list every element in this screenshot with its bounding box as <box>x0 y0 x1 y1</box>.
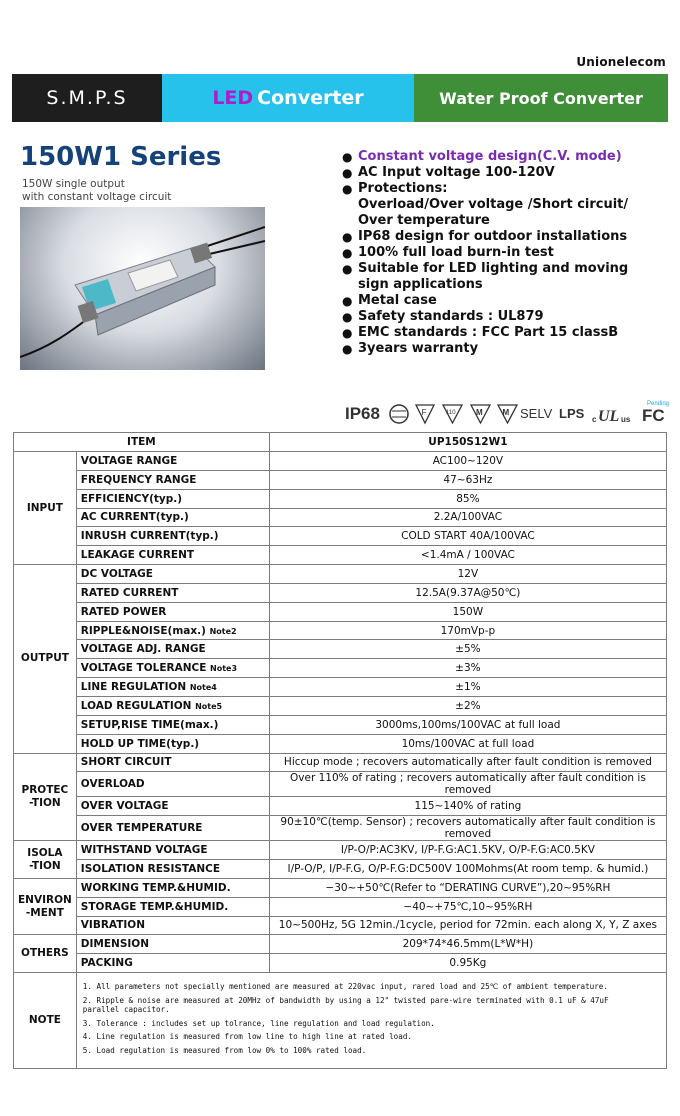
spec-value: ±3% <box>269 659 666 678</box>
feature-text: Constant voltage design(C.V. mode) <box>358 149 622 164</box>
note-reference: Note2 <box>209 626 237 636</box>
table-header-row <box>14 433 667 452</box>
feature-item <box>342 261 628 293</box>
spec-value: Over 110% of rating ; recovers automatically after fault condition is removed <box>269 772 666 797</box>
table-row <box>14 508 667 527</box>
table-row <box>14 715 667 734</box>
spec-label: DC VOLTAGE <box>76 565 269 584</box>
bullet-icon: ● <box>342 294 353 308</box>
feature-item <box>342 181 628 229</box>
table-row <box>14 621 667 640</box>
bullet-icon: ● <box>342 310 353 324</box>
spec-value: 3000ms,100ms/100VAC at full load <box>269 715 666 734</box>
bullet-icon: ● <box>342 326 353 340</box>
mm-mark-icon <box>498 405 517 423</box>
group-protection: PROTEC -TION <box>14 753 77 841</box>
table-row <box>14 696 667 715</box>
spec-label: SETUP,RISE TIME(max.) <box>76 715 269 734</box>
table-row <box>14 916 667 935</box>
spec-value: I/P-O/P:AC3KV, I/P-F.G:AC1.5KV, O/P-F.G:AC0.5KV <box>269 841 666 860</box>
note-item: 3. Tolerance : includes set up tolrance, line regulation and load regulation. <box>82 1018 435 1028</box>
note-reference: Note4 <box>189 683 217 693</box>
spec-label: VIBRATION <box>76 916 269 935</box>
table-row <box>14 583 667 602</box>
subtitle-line-2: with constant voltage circuit <box>22 191 172 203</box>
selv-mark: SELV <box>520 406 553 421</box>
spec-label: FREQUENCY RANGE <box>76 470 269 489</box>
table-row <box>14 678 667 697</box>
spec-value: ±5% <box>269 640 666 659</box>
110-mark-icon <box>443 405 462 423</box>
ip68-mark: IP68 <box>345 404 380 423</box>
spec-value: <1.4mA / 100VAC <box>269 546 666 565</box>
spec-label: WITHSTAND VOLTAGE <box>76 841 269 860</box>
svg-text:c: c <box>592 415 597 424</box>
spec-value: 10ms/100VAC at full load <box>269 734 666 753</box>
table-row <box>14 753 667 772</box>
spec-value: 90±10℃(temp. Sensor) ; recovers automatically after fault condition is removed <box>269 816 666 841</box>
bullet-icon: ● <box>342 150 353 164</box>
spec-table <box>13 432 667 1069</box>
table-row <box>14 565 667 584</box>
bullet-icon: ● <box>342 166 353 180</box>
spec-value: ±1% <box>269 678 666 697</box>
notes-block <box>76 973 666 1069</box>
certification-marks <box>0 396 680 430</box>
feature-text: Suitable for LED lighting and moving sign applications <box>358 261 629 292</box>
group-output: OUTPUT <box>14 565 77 753</box>
cul-us-mark <box>592 408 631 425</box>
feature-text: Protections: Overload/Over voltage /Short circuit/ Over temperature <box>358 181 629 228</box>
spec-value: 2.2A/100VAC <box>269 508 666 527</box>
group-isolation: ISOLA -TION <box>14 841 77 879</box>
ip-shield-icon <box>390 405 408 423</box>
feature-list <box>342 149 628 357</box>
bullet-icon: ● <box>342 342 353 356</box>
spec-label: LOAD REGULATION Note5 <box>76 696 269 715</box>
table-row <box>14 935 667 954</box>
svg-text:UL: UL <box>598 408 620 425</box>
feature-text: AC Input voltage 100-120V <box>358 165 555 180</box>
svg-text:F: F <box>421 408 427 417</box>
note-reference: Note5 <box>195 701 223 711</box>
notes-row <box>14 973 667 1069</box>
feature-item <box>342 165 628 181</box>
spec-label: LINE REGULATION Note4 <box>76 678 269 697</box>
spec-value: 47~63Hz <box>269 470 666 489</box>
feature-text: IP68 design for outdoor installations <box>358 229 628 244</box>
spec-label: OVER VOLTAGE <box>76 797 269 816</box>
note-item: 1. All parameters not specially mentioned are measured at 220vac input, rared load and 25℃ of ambient temperature. <box>82 982 608 992</box>
feature-item <box>342 229 628 245</box>
feature-text: 100% full load burn-in test <box>358 245 554 260</box>
table-row <box>14 860 667 879</box>
note-reference: Note3 <box>210 664 238 674</box>
spec-label: ISOLATION RESISTANCE <box>76 860 269 879</box>
spec-label: VOLTAGE RANGE <box>76 452 269 471</box>
spec-label: PACKING <box>76 954 269 973</box>
table-row <box>14 546 667 565</box>
group-environment: ENVIRON -MENT <box>14 878 77 935</box>
spec-label: SHORT CIRCUIT <box>76 753 269 772</box>
spec-label: RIPPLE&NOISE(max.) Note2 <box>76 621 269 640</box>
feature-item <box>342 293 628 309</box>
item-header: ITEM <box>14 433 270 452</box>
spec-value: 12V <box>269 565 666 584</box>
banner-converter-word: Converter <box>257 87 364 109</box>
banner-led-word: LED <box>212 87 254 109</box>
header-banner <box>12 74 668 122</box>
spec-value: 150W <box>269 602 666 621</box>
spec-label: VOLTAGE TOLERANCE Note3 <box>76 659 269 678</box>
table-row <box>14 897 667 916</box>
svg-text:110: 110 <box>446 410 456 416</box>
note-item: 5. Load regulation is measured from low 0% to 100% rated load. <box>82 1045 367 1055</box>
spec-label: STORAGE TEMP.&HUMID. <box>76 897 269 916</box>
feature-text: Safety standards : UL879 <box>358 309 544 324</box>
feature-item <box>342 149 628 165</box>
table-row <box>14 452 667 471</box>
spec-label: RATED CURRENT <box>76 583 269 602</box>
table-row <box>14 527 667 546</box>
model-header: UP150S12W1 <box>269 433 666 452</box>
note-item: 4. Line regulation is measured from low line to high line at rated load. <box>82 1032 412 1042</box>
table-row <box>14 734 667 753</box>
table-row <box>14 816 667 841</box>
table-row <box>14 470 667 489</box>
spec-value: 12.5A(9.37A@50℃) <box>269 583 666 602</box>
feature-item <box>342 309 628 325</box>
brand-name: Unionelecom <box>576 55 666 69</box>
spec-label: RATED POWER <box>76 602 269 621</box>
spec-label: HOLD UP TIME(typ.) <box>76 734 269 753</box>
table-row <box>14 772 667 797</box>
feature-item <box>342 245 628 261</box>
spec-value: 85% <box>269 489 666 508</box>
fcc-mark: FC <box>642 406 665 425</box>
bullet-icon: ● <box>342 246 353 260</box>
spec-label: VOLTAGE ADJ. RANGE <box>76 640 269 659</box>
banner-waterproof: Water Proof Converter <box>414 74 668 122</box>
spec-value: 115~140% of rating <box>269 797 666 816</box>
spec-value: AC100~120V <box>269 452 666 471</box>
feature-text: 3years warranty <box>358 341 479 356</box>
subtitle-line-1: 150W single output <box>22 178 125 190</box>
spec-label: EFFICIENCY(typ.) <box>76 489 269 508</box>
feature-item <box>342 325 628 341</box>
table-row <box>14 640 667 659</box>
spec-label: INRUSH CURRENT(typ.) <box>76 527 269 546</box>
spec-label: DIMENSION <box>76 935 269 954</box>
f-mark-icon <box>416 405 434 423</box>
page-title: 150W1 Series <box>20 142 222 172</box>
spec-label: OVERLOAD <box>76 772 269 797</box>
group-others: OTHERS <box>14 935 77 973</box>
table-row <box>14 954 667 973</box>
spec-value: 10~500Hz, 5G 12min./1cycle, period for 72min. each along X, Y, Z axes <box>269 916 666 935</box>
spec-value: −30~+50℃(Refer to “DERATING CURVE”),20~95%RH <box>269 878 666 897</box>
banner-led-converter <box>162 74 414 122</box>
feature-item <box>342 341 628 357</box>
note-item: 2. Ripple & noise are measured at 20MHz of bandwidth by using a 12" twisted pare-wire terminated with 0.1 uF & 47uF parallel capacitor. <box>82 995 609 1015</box>
table-row <box>14 841 667 860</box>
table-row <box>14 797 667 816</box>
spec-value: Hiccup mode ; recovers automatically after fault condition is removed <box>269 753 666 772</box>
svg-text:us: us <box>621 415 631 424</box>
bullet-icon: ● <box>342 262 353 276</box>
pending-label: Pending <box>647 401 670 407</box>
spec-value: 170mVp-p <box>269 621 666 640</box>
spec-label: WORKING TEMP.&HUMID. <box>76 878 269 897</box>
group-note: NOTE <box>14 973 77 1069</box>
table-row <box>14 602 667 621</box>
spec-value: ±2% <box>269 696 666 715</box>
table-row <box>14 489 667 508</box>
spec-label: AC CURRENT(typ.) <box>76 508 269 527</box>
bullet-icon: ● <box>342 230 353 244</box>
product-illustration <box>20 207 265 370</box>
spec-value: COLD START 40A/100VAC <box>269 527 666 546</box>
bullet-icon: ● <box>342 182 353 196</box>
lps-mark: LPS <box>559 406 585 421</box>
spec-label: LEAKAGE CURRENT <box>76 546 269 565</box>
table-row <box>14 878 667 897</box>
banner-smps: S.M.P.S <box>12 74 162 122</box>
group-input: INPUT <box>14 452 77 565</box>
product-photo <box>20 207 265 370</box>
spec-value: −40~+75℃,10~95%RH <box>269 897 666 916</box>
feature-text: Metal case <box>358 293 437 308</box>
m-mark-icon <box>471 405 490 423</box>
spec-value: 209*74*46.5mm(L*W*H) <box>269 935 666 954</box>
table-row <box>14 659 667 678</box>
spec-value: I/P-O/P, I/P-F.G, O/P-F.G:DC500V 100Mohms(At room temp. & humid.) <box>269 860 666 879</box>
feature-text: EMC standards : FCC Part 15 classB <box>358 325 619 340</box>
subtitle <box>22 178 171 204</box>
spec-value: 0.95Kg <box>269 954 666 973</box>
svg-text:M: M <box>502 408 510 417</box>
svg-text:M: M <box>476 408 483 417</box>
spec-label: OVER TEMPERATURE <box>76 816 269 841</box>
